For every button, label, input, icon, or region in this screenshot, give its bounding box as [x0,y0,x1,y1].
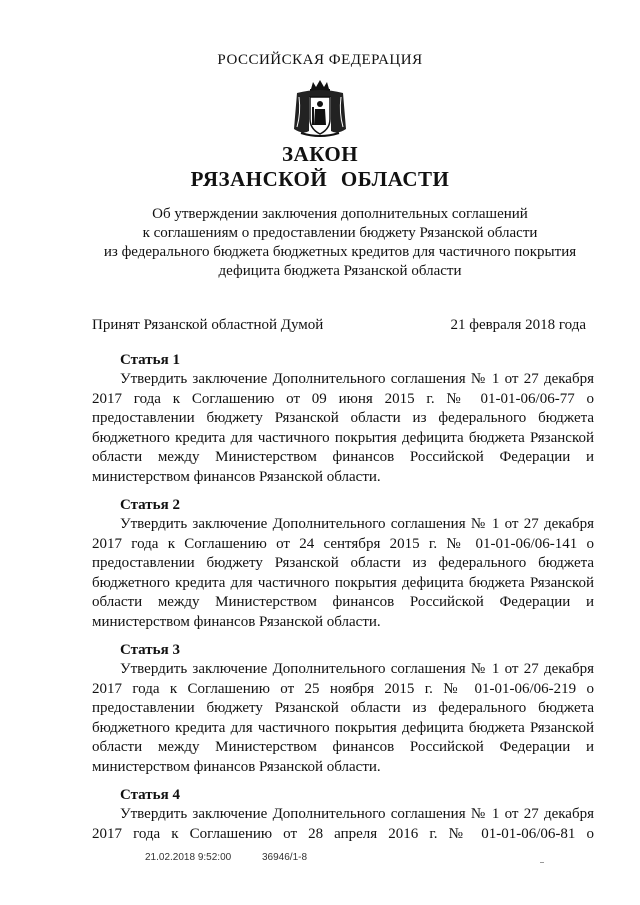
subject-line: к соглашениям о предоставлении бюджету Рязанской области [142,225,538,241]
subject-line: Об утверждении заключения дополнительных соглашений [152,206,528,222]
article-heading: Статья 2 [120,497,180,513]
article-text: Утвердить заключение Дополнительного соглашения № 1 от 27 декабря 2017 года к Соглашению от 25 ноября 2015 г. № 01-01-06/06-219 о предоставлении бюджету Рязанской области из федерального бюджета бюджетного кредита для частичного покрытия дефицита бюджета Рязанской области между Министерством финансов Российской Федерации и министерством финансов Рязанской области. [92,661,594,775]
adopted-by: Принят Рязанской областной Думой [92,317,324,333]
article-heading: Статья 4 [120,787,180,803]
article-text: Утвердить заключение Дополнительного соглашения № 1 от 27 декабря 2017 года к Соглашению от 24 сентября 2015 г. № 01-01-06/06-141 о предоставлении бюджету Рязанской области из федерального бюджета бюджетного кредита для частичного покрытия дефицита бюджета Рязанской области между Министерством финансов Российской Федерации и министерством финансов Рязанской области. [92,516,594,630]
article-4 [92,786,594,846]
footer-timestamp: 21.02.2018 9:52:00 [145,852,232,863]
article-heading: Статья 1 [120,352,180,368]
article-3 [92,641,594,778]
scan-artifact [540,862,544,863]
article-text: Утвердить заключение Дополнительного соглашения № 1 от 27 декабря 2017 года к Соглашению от 09 июня 2015 г. № 01-01-06/06-77 о предоставлении бюджету Рязанской области из федерального бюджета бюджетного кредита для частичного покрытия дефицита бюджета Рязанской области между Министерством финансов Российской Федерации и министерством финансов Рязанской области. [92,371,594,485]
article-1 [92,351,594,488]
article-text: Утвердить заключение Дополнительного соглашения № 1 от 27 декабря 2017 года к Соглашению от 28 апреля 2016 г. № 01-01-06/06-81 о [92,806,594,842]
law-subject [90,205,590,281]
adoption-date: 21 февраля 2018 года [450,317,586,333]
article-2 [92,496,594,633]
footer-doc-number: 36946/1-8 [261,852,308,863]
law-title-line1: ЗАКОН [281,142,359,166]
country-heading: РОССИЙСКАЯ ФЕДЕРАЦИЯ [217,52,423,68]
law-title-line2: РЯЗАНСКОЙ ОБЛАСТИ [190,167,450,191]
subject-line: из федерального бюджета бюджетных кредитов для частичного покрытия [103,244,577,260]
ryazan-coat-of-arms-icon [291,79,349,139]
subject-line: дефицита бюджета Рязанской области [218,263,462,279]
law-title [0,142,640,192]
page-footer [145,852,335,863]
article-heading: Статья 3 [120,642,180,658]
